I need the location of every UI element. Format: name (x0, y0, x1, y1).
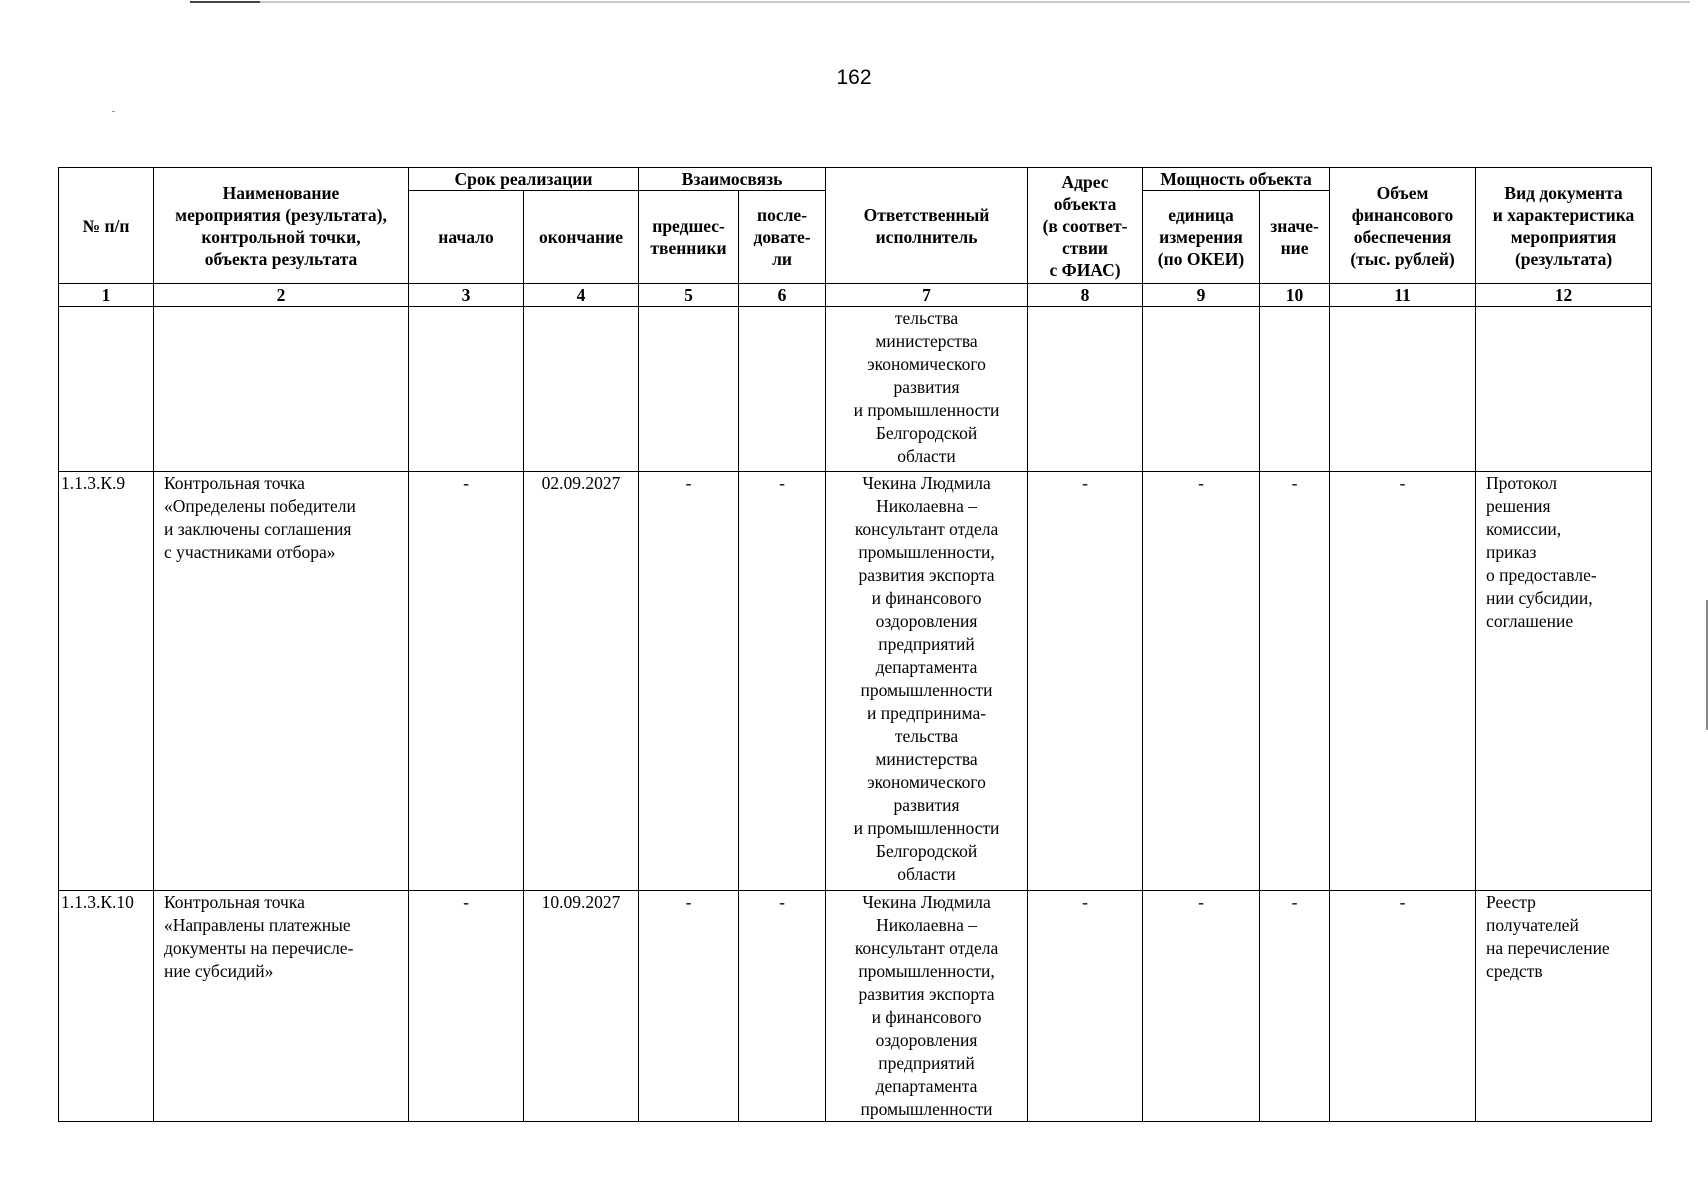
row-finance: - (1330, 891, 1476, 1122)
header-capacity-group: Мощность объекта (1143, 168, 1330, 191)
header-value: значе- ние (1260, 191, 1330, 284)
column-number: 8 (1028, 284, 1143, 307)
column-number: 12 (1476, 284, 1652, 307)
header-responsible: Ответственный исполнитель (826, 168, 1028, 284)
row-unit: - (1143, 891, 1260, 1122)
column-number: 7 (826, 284, 1028, 307)
column-number: 10 (1260, 284, 1330, 307)
scan-artifact (112, 111, 115, 112)
row-address (1028, 307, 1143, 472)
row-name (154, 307, 409, 472)
table-row (59, 472, 1652, 891)
row-doc-type: Реестр получателей на перечисление средств (1476, 891, 1652, 1122)
column-number: 5 (639, 284, 739, 307)
header-unit: единица измерения (по ОКЕИ) (1143, 191, 1260, 284)
row-end: 10.09.2027 (524, 891, 639, 1122)
row-end (524, 307, 639, 472)
row-num (59, 307, 154, 472)
row-start: - (409, 891, 524, 1122)
header-name: Наименование мероприятия (результата), контрольной точки, объекта результата (154, 168, 409, 284)
top-scan-rule (190, 1, 1690, 3)
row-doc-type (1476, 307, 1652, 472)
row-address: - (1028, 472, 1143, 891)
row-start: - (409, 472, 524, 891)
row-finance (1330, 307, 1476, 472)
row-doc-type: Протокол решения комиссии, приказ о предоставле- нии субсидии, соглашение (1476, 472, 1652, 891)
header-doc-type: Вид документа и характеристика мероприятия (результата) (1476, 168, 1652, 284)
column-number: 1 (59, 284, 154, 307)
row-unit: - (1143, 472, 1260, 891)
header-end: окончание (524, 191, 639, 284)
row-value: - (1260, 472, 1330, 891)
row-predecessors (639, 307, 739, 472)
top-scan-rule-dark (190, 1, 260, 3)
header-start: начало (409, 191, 524, 284)
row-end: 02.09.2027 (524, 472, 639, 891)
column-number-row (59, 284, 1652, 307)
table-row (59, 891, 1652, 1122)
row-value: - (1260, 891, 1330, 1122)
row-name: Контрольная точка «Направлены платежные документы на перечисле- ние субсидий» (154, 891, 409, 1122)
header-num: № п/п (59, 168, 154, 284)
column-number: 9 (1143, 284, 1260, 307)
row-start (409, 307, 524, 472)
page-number: 162 (836, 66, 872, 89)
row-successors: - (739, 472, 826, 891)
row-predecessors: - (639, 891, 739, 1122)
row-responsible: тельства министерства экономического развития и промышленности Белгородской области (826, 307, 1028, 472)
row-successors: - (739, 891, 826, 1122)
column-number: 2 (154, 284, 409, 307)
row-address: - (1028, 891, 1143, 1122)
row-predecessors: - (639, 472, 739, 891)
row-successors (739, 307, 826, 472)
column-number: 6 (739, 284, 826, 307)
row-responsible: Чекина Людмила Николаевна – консультант отдела промышленности, развития экспорта и финансового оздоровления предприятий департамента промышленности (826, 891, 1028, 1122)
header-link-group: Взаимосвязь (639, 168, 826, 191)
row-unit (1143, 307, 1260, 472)
header-finance: Объем финансового обеспечения (тыс. рублей) (1330, 168, 1476, 284)
header-row-1 (59, 168, 1652, 191)
row-num: 1.1.3.К.9 (59, 472, 154, 891)
column-number: 11 (1330, 284, 1476, 307)
row-responsible: Чекина Людмила Николаевна – консультант отдела промышленности, развития экспорта и финансового оздоровления предприятий департамента промышленности и предпринима- тельства министерства экономического развития и промышленности Белгородской области (826, 472, 1028, 891)
header-address: Адрес объекта (в соответ- ствии с ФИАС) (1028, 168, 1143, 284)
row-finance: - (1330, 472, 1476, 891)
plan-table (58, 167, 1652, 1122)
table-row (59, 307, 1652, 472)
column-number: 4 (524, 284, 639, 307)
row-name: Контрольная точка «Определены победители и заключены соглашения с участниками отбора» (154, 472, 409, 891)
column-number: 3 (409, 284, 524, 307)
header-successors: после- довате- ли (739, 191, 826, 284)
header-period-group: Срок реализации (409, 168, 639, 191)
header-predecessors: предшес- твенники (639, 191, 739, 284)
row-value (1260, 307, 1330, 472)
row-num: 1.1.3.К.10 (59, 891, 154, 1122)
